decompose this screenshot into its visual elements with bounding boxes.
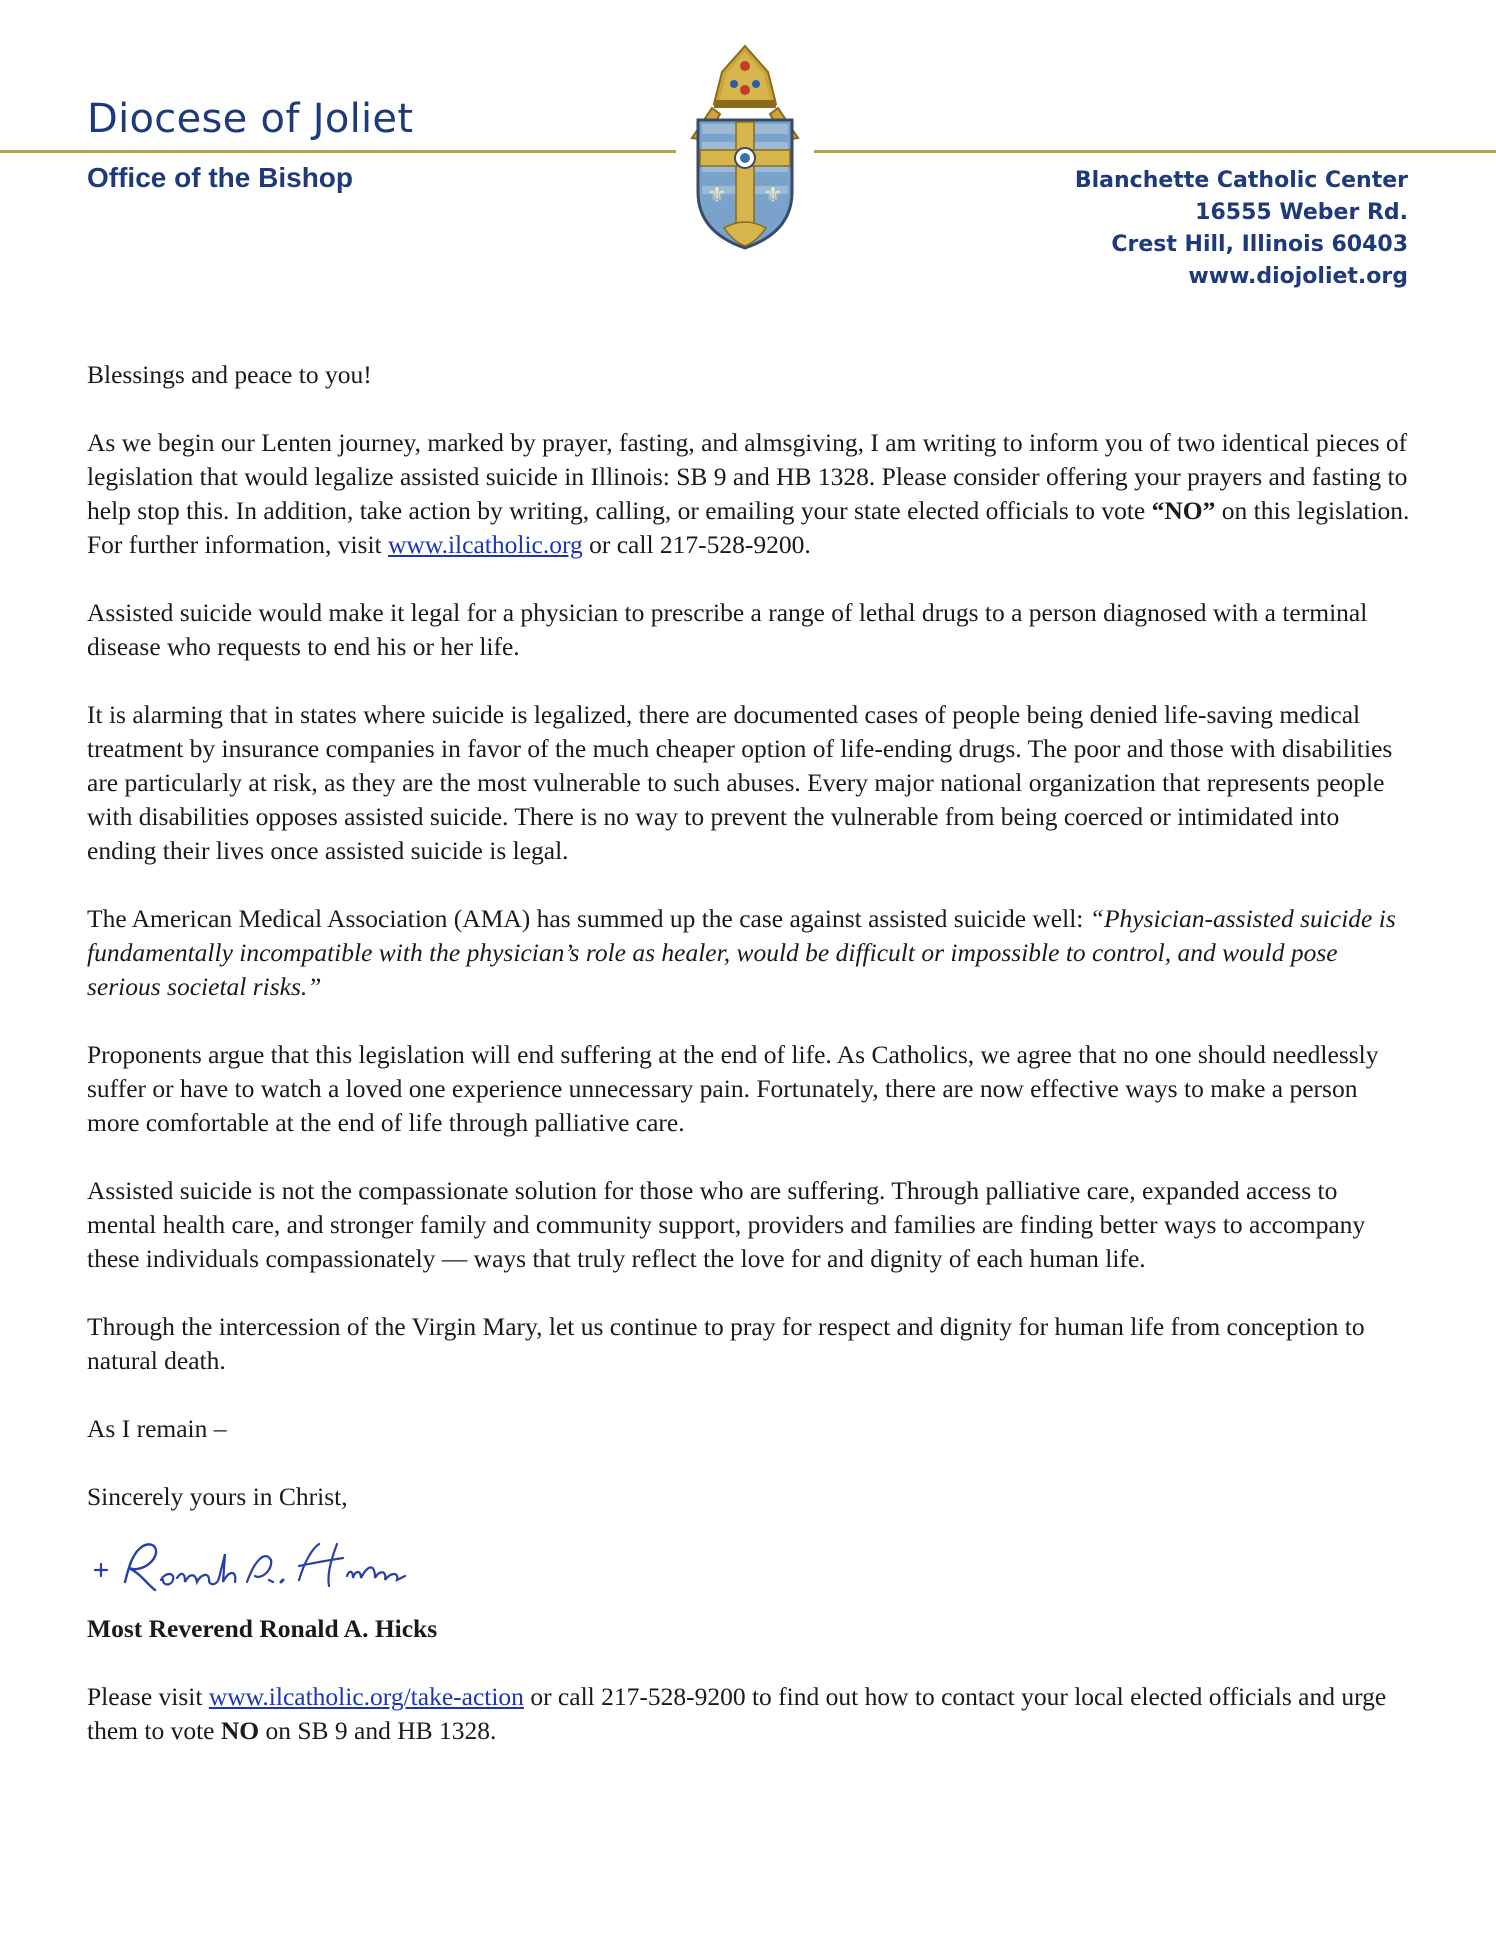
header-rule-right [814,150,1496,153]
address-website: www.diojoliet.org [1188,264,1408,289]
paragraph-5: Proponents argue that this legislation will end suffering at the end of life. As Catholics, we agree that no one should needlessly suffer or have to watch a loved one experience unnecessary pain. Fortunately, there are now effective ways to make a person more comfortable at the end of life through palliative care. [87,1040,1379,1137]
signer-name: Most Reverend Ronald A. Hicks [87,1614,438,1643]
address-line: Blanchette Catholic Center [1074,168,1408,193]
office-subtitle: Office of the Bishop [87,162,353,193]
no-emphasis: NO [220,1716,260,1745]
address-line: 16555 Weber Rd. [1195,200,1408,225]
svg-text:⚜: ⚜ [763,183,783,208]
paragraph-1: As we begin our Lenten journey, marked by prayer, fasting, and almsgiving, I am writing to inform you of two identical pieces of legislation that would legalize assisted suicide in Illinois: SB 9 and HB 1328. Please consider offering your prayers and fasting to help stop this. In addition, take action by writing, calling, or emailing your state elected officials to vote “NO” on this legislation. For further information, visit www.ilcatholic.org or call 217-528-9200. [87,428,1410,559]
paragraph-7: Through the intercession of the Virgin Mary, let us continue to pray for respect and dignity for human life from conception to natural death. [87,1312,1365,1375]
paragraph-6: Assisted suicide is not the compassionate solution for those who are suffering. Through palliative care, expanded access to mental health care, and stronger family and community support, providers and families are finding better ways to accompany these individuals compassionately — ways that truly reflect the love for and dignity of each human life. [87,1176,1366,1273]
paragraph-4: The American Medical Association (AMA) has summed up the case against assisted suicide well: “Physician-assisted suicide is fundamentally incompatible with the physician’s role as healer, would be difficult or impossible to control, and would pose serious societal risks.” [87,904,1396,1001]
remain-line: As I remain – [87,1414,227,1443]
closing-line: Sincerely yours in Christ, [87,1482,348,1511]
paragraph-2: Assisted suicide would make it legal for a physician to prescribe a range of lethal drugs to a person diagnosed with a terminal disease who requests to end his or her life. [87,598,1368,661]
letter-body [87,358,1412,1782]
diocese-coat-of-arms-logo [672,42,818,252]
handwritten-signature [85,1530,445,1606]
header-rule-left [0,150,676,153]
address-block [1075,165,1408,293]
ama-quote: “Physician-assisted suicide is fundamentally incompatible with the physician’s role as healer, would be difficult or impossible to control, and would pose serious societal risks.” [87,904,1396,1001]
no-emphasis: “NO” [1151,496,1216,525]
postscript: Please visit www.ilcatholic.org/take-action or call 217-528-9200 to find out how to contact your local elected officials and urge them to vote NO on SB 9 and HB 1328. [87,1682,1387,1745]
greeting: Blessings and peace to you! [87,360,372,389]
take-action-link[interactable]: www.ilcatholic.org/take-action [208,1682,524,1711]
svg-text:⚜: ⚜ [707,183,727,208]
ilcatholic-link[interactable]: www.ilcatholic.org [388,530,583,559]
diocese-title: Diocese of Joliet [87,96,414,142]
paragraph-3: It is alarming that in states where suicide is legalized, there are documented cases of people being denied life-saving medical treatment by insurance companies in favor of the much cheaper option of life-ending drugs. The poor and those with disabilities are particularly at risk, as they are the most vulnerable to such abuses. Every major national organization that represents people with disabilities opposes assisted suicide. There is no way to prevent the vulnerable from being coerced or intimidated into ending their lives once assisted suicide is legal. [87,700,1393,865]
address-line: Crest Hill, Illinois 60403 [1111,232,1408,257]
